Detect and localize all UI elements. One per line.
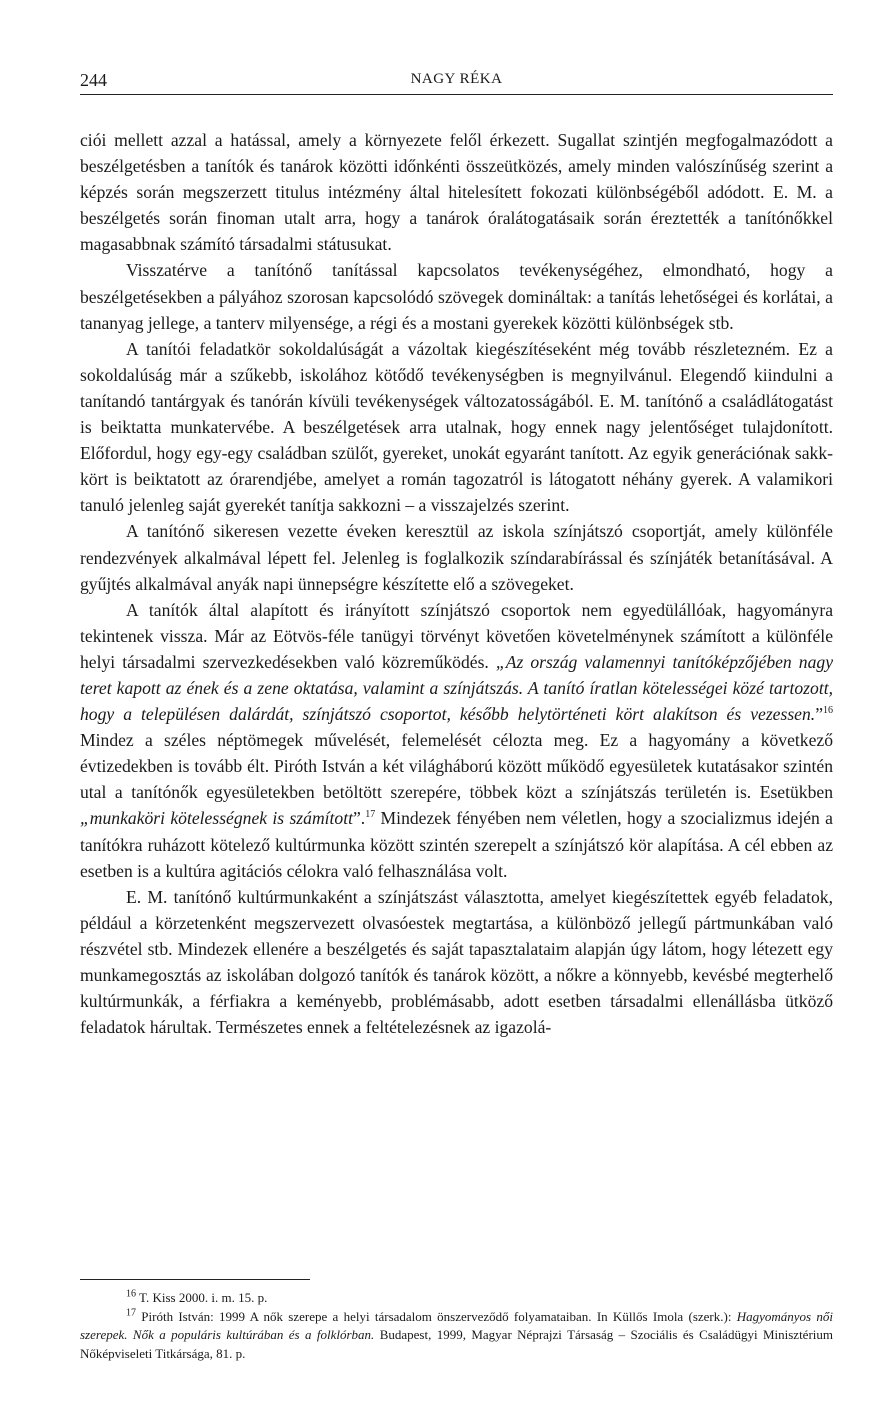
text-run: ”. [353, 808, 366, 829]
paragraph [80, 518, 833, 596]
italic-quote: Hagyományos női szerepek. Nők a populáris kultúrában és a folklórban. [80, 1308, 833, 1342]
running-head: NAGY RÉKA [410, 71, 503, 87]
header-rule [80, 94, 833, 95]
text-run: ciói mellett azzal a hatással, amely a környezete felől érkezett. Sugallat szintjén megfogalmazódott a beszélgetésben a tanítók és tanárok közötti időnkénti összeütközés, amely minden valószínűség szerint a képzés során megszerzett titulus intézmény által hitelesített fokozati különbségéből adódott. E. M. a beszélgetés során finoman utalt arra, hogy a tanárok óralátogatásaik során éreztették a tanítónőkkel magasabbnak számító társadalmi státusukat. [80, 130, 833, 255]
text-run: T. Kiss 2000. i. m. 15. p. [136, 1290, 268, 1305]
footnote-ref: 17 [126, 1307, 136, 1319]
footnote-ref: 16 [126, 1288, 136, 1300]
footnote [80, 1289, 833, 1308]
text-run: A tanítói feladatkör sokoldalúságát a vázoltak kiegészítéseként még tovább részletezném. Ez a sokoldalúság már a szűkebb, iskolához kötődő tevékenységben is megnyilvánul. Elegendő kiindulni a tanítandó tantárgyak és tanórán kívüli tevékenységek változatosságából. E. M. tanítónő a családlátogatást is beiktatta munkatervébe. A beszélgetések arra utalnak, hogy ennek nagy jelentőséget tulajdonított. Előfordul, hogy egy-egy családban szülőt, gyereket, unokát egyaránt tanított. Az egyik generációnak sakk-kört is beiktatott az órarendjébe, amelyet a román tagozatról is látogatott néhány gyerek. A valamikori tanuló jelenleg saját gyerekét tanítja sakkozni – a visszajelzés szerint. [80, 338, 833, 516]
paragraph [80, 336, 833, 519]
footnote-ref: 17 [365, 809, 376, 821]
paragraph [80, 597, 833, 884]
text-run: ” [815, 704, 823, 725]
footnote [80, 1308, 833, 1364]
paragraph [80, 884, 833, 1041]
footnote-rule [80, 1279, 310, 1280]
text-run: Piróth István: 1999 A nők szerepe a helyi társadalom önszerveződő folyamataiban. In Küllős Imola (szerk.): [136, 1308, 737, 1324]
text-run: Mindez a széles néptömegek művelését, felemelését célozta meg. Ez a hagyomány a következő évtizedekben is tovább élt. Piróth István a két világháború között működő egyesületek kutatásakor szintén utal a tanítónők egyesületekben betöltött szerepére, többek közt a színjátszás területén is. Esetükben [80, 730, 833, 803]
paragraph [80, 257, 833, 335]
text-run: Visszatérve a tanítónő tanítással kapcsolatos tevékenységéhez, elmondható, hogy a beszélgetésekben a pályához szorosan kapcsolódó szövegek domináltak: a tanítás lehetőségei és korlátai, a tananyag jellege, a tanterv milyensége, a régi és a mostani gyerekek közötti különbségek stb. [80, 260, 833, 333]
text-run: A tanítónő sikeresen vezette éveken keresztül az iskola színjátszó csoportját, amely különféle rendezvények alkalmával lépett fel. Jelenleg is foglalkozik színdarabírással és színjáték betanításával. A gyűjtés alkalmával anyák napi ünnepségre készítette elő a szövegeket. [80, 521, 833, 594]
text-run: E. M. tanítónő kultúrmunkaként a színjátszást választotta, amelyet kiegészítettek egyéb feladatok, például a körzetenként megszervezett olvasóestek megtartása, a különböző jellegű pártmunkában való részvétel stb. Mindezek ellenére a beszélgetés és saját tapasztalataim alapján úgy látom, hogy létezett egy munkamegosztás az iskolában dolgozó tanítók és tanárok között, a nőkre a könnyebb, kevésbé megterhelő kultúrmunkák, a férfiakra a keményebb, problémásabb, adott esetben társadalmi ellenállásba ütköző feladatok hárultak. Természetes ennek a feltételezésnek az igazolá- [80, 886, 833, 1038]
body-text [80, 127, 833, 1040]
footnotes [80, 1289, 833, 1363]
page-number: 244 [80, 70, 107, 90]
paragraph [80, 127, 833, 257]
text-run: Budapest, 1999, Magyar Néprajzi Társaság – Szociális és Családügyi Minisztérium Nőképviseleti Titkársága, 81. p. [80, 1327, 834, 1361]
footnote-ref: 16 [823, 705, 833, 717]
text-run: Mindezek fényében nem véletlen, hogy a szocializmus idején a tanítókra ruházott kötelező kultúrmunka között szintén szerepelt a színjátszó kör alapítása. A cél ebben az esetben is a kultúra agitációs célokra való felhasználása volt. [80, 808, 833, 881]
italic-quote: „Az ország valamennyi tanítóképzőjében nagy teret kapott az ének és a zene oktatása, valamint a színjátszás. A tanító íratlan kötelességei közé tartozott, hogy a településen dalárdát, színjátszó csoportot, később helytörténeti kört alakítson és vezessen. [80, 651, 833, 725]
page-header [80, 70, 833, 94]
italic-quote: „munkaköri kötelességnek is számított [80, 808, 353, 829]
text-run: A tanítók által alapított és irányított színjátszó csoportok nem egyedülállóak, hagyományra tekintenek vissza. Már az Eötvös-féle tanügyi törvényt követően követelménynek számított a különféle helyi társadalmi szervezkedésekben való közreműködés. [80, 599, 833, 672]
